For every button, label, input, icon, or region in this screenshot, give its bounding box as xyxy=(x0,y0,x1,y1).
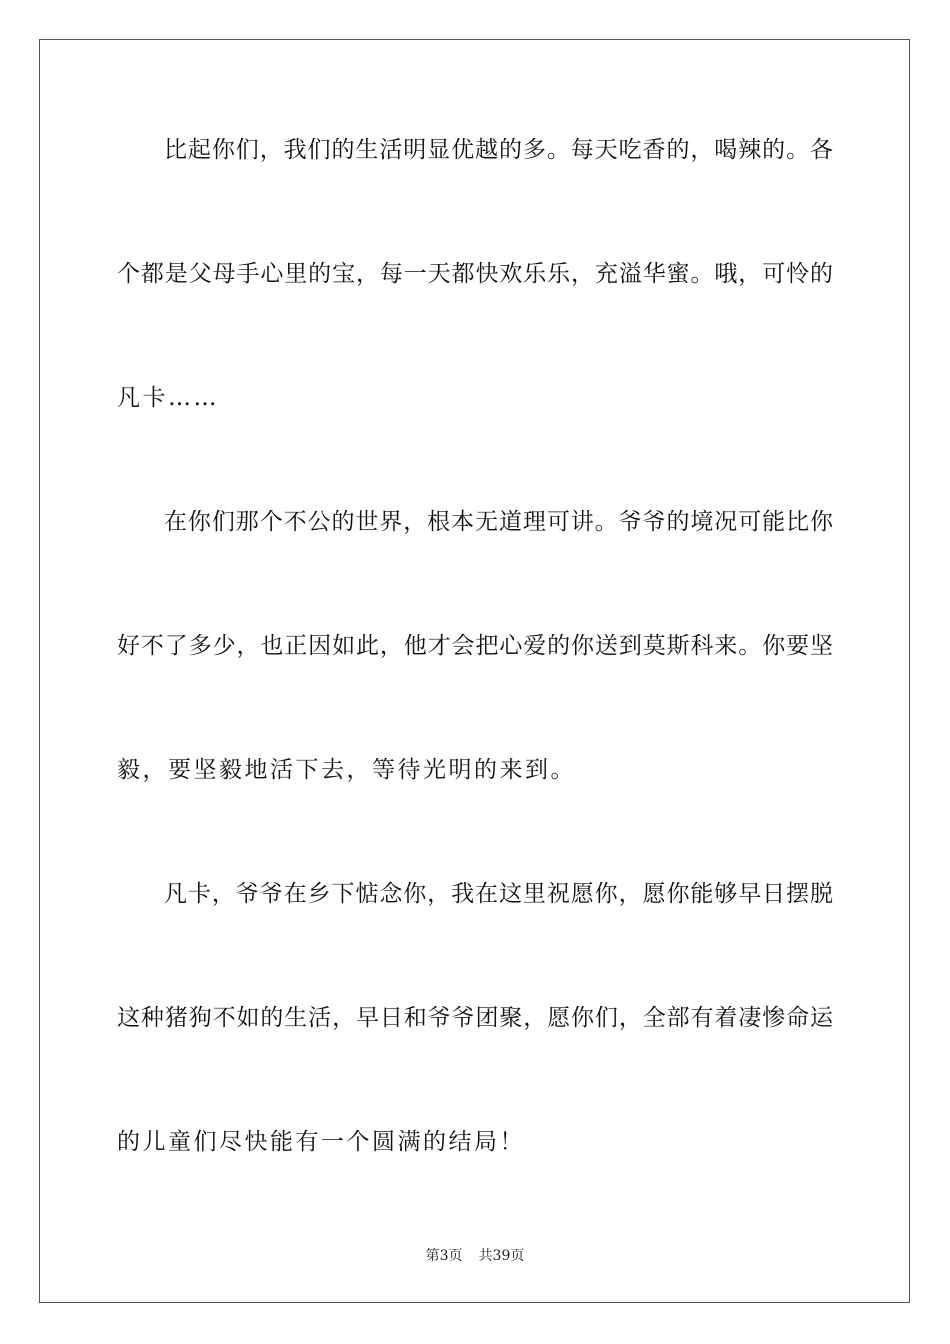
page-frame xyxy=(39,39,910,1303)
paragraph-line: 凡卡…… xyxy=(117,385,219,411)
paragraph-line: 好不了多少，也正因如此，他才会把心爱的你送到莫斯科来。你要坚 xyxy=(117,633,833,659)
paragraph-line: 这种猪狗不如的生活，早日和爷爷团聚，愿你们，全部有着凄惨命运 xyxy=(117,1005,833,1031)
paragraph-line: 凡卡，爷爷在乡下惦念你，我在这里祝愿你，愿你能够早日摆脱 xyxy=(164,881,833,907)
page-total: 共39页 xyxy=(478,1248,525,1264)
paragraph-line: 个都是父母手心里的宝，每一天都快欢乐乐，充溢华蜜。哦，可怜的 xyxy=(117,261,833,287)
paragraph-line: 毅，要坚毅地活下去，等待光明的来到。 xyxy=(117,757,576,783)
paragraph-line: 的儿童们尽快能有一个圆满的结局！ xyxy=(117,1129,525,1155)
paragraph-line: 比起你们，我们的生活明显优越的多。每天吃香的，喝辣的。各 xyxy=(164,137,833,163)
page-footer xyxy=(0,1247,950,1265)
page-number: 第3页 xyxy=(425,1248,463,1264)
paragraph-line: 在你们那个不公的世界，根本无道理可讲。爷爷的境况可能比你 xyxy=(164,509,833,535)
